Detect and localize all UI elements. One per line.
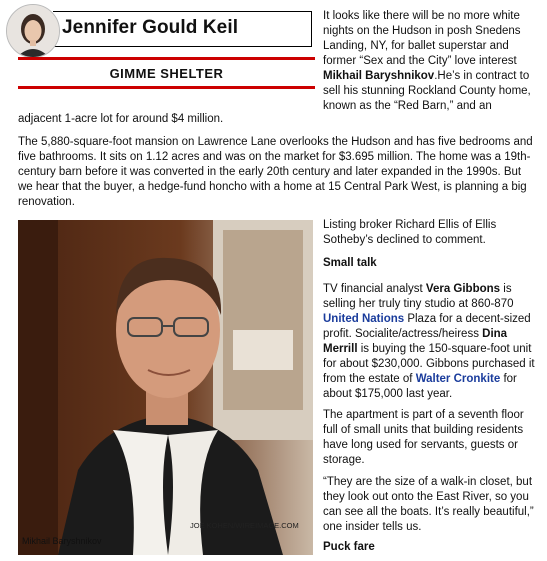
rc2-b: Vera Gibbons (425, 283, 501, 295)
body-paragraph: The 5,880-square-foot mansion on Lawrence Lane overlooks the Hudson and has five bedrooms and five bathrooms. It sits on 1.12 acres and was on the market for $3.695 million. The home was a 19th-century barn before it was converted in the early 20th century and later expanded in the 1990s. But we hear that the buyer, a hedge-fund honcho with a home at 15 Central Park West, is planning a big renovation. (18, 136, 533, 208)
baryshnikov-photo (18, 220, 313, 555)
subhead-small-talk: Small talk (323, 257, 377, 269)
rc2-c: is selling her truly tiny studio at 860-870 (323, 283, 514, 310)
rc2-a: TV financial analyst (323, 283, 426, 295)
rc2-e: Dina Merrill (323, 328, 508, 355)
subhead-puck-fare: Puck fare (323, 541, 375, 553)
broker-paragraph: Listing broker Richard Ellis of Ellis Sotheby’s declined to comment. (323, 219, 497, 246)
united-nations-link[interactable]: United Nations (323, 313, 405, 325)
red-rule-bottom (18, 86, 315, 89)
rc2-g: for about $175,000 last year. (323, 373, 517, 400)
gibbons-paragraph (323, 282, 541, 402)
intro-text-b: .He’s in contract to sell his stunning Rockland County home, known as the “Red Barn,” and an (323, 70, 531, 112)
intro-tail: adjacent 1-acre lot for around $4 million. (18, 113, 224, 125)
photo-caption: Mikhail Baryshnikov (22, 536, 102, 546)
insider-quote-paragraph: “They are the size of a walk-in closet, but they look out onto the East River, so you can see all the boats. It’s really beautiful,” one insider tells us. (323, 476, 534, 533)
red-rule-top (18, 57, 315, 60)
intro-bold-name: Mikhail Baryshnikov (323, 70, 435, 82)
author-name: Jennifer Gould Keil (62, 17, 239, 38)
walter-cronkite-link[interactable]: Walter Cronkite (415, 373, 501, 385)
rc2-d: Plaza for a decent-sized profit. Socialite/actress/heiress (323, 313, 531, 340)
intro-text-a: It looks like there will be no more white nights on the Hudson in posh Snedens Landing, NY, for ballet superstar and former “Sex and the City” love interest (323, 10, 521, 67)
apartment-paragraph: The apartment is part of a seventh floor full of small units that building residents have long used for servants, guests or storage. (323, 409, 524, 466)
column-title: GIMME SHELTER (109, 66, 224, 81)
author-avatar (6, 4, 60, 58)
rc2-f: is buying the 150-square-foot unit for about $230,000. Gibbons purchased it from the estate of (323, 343, 535, 385)
intro-paragraph (323, 9, 541, 114)
photo-credit: JOE KOHEN/WIREIMAGE.COM (190, 521, 299, 530)
